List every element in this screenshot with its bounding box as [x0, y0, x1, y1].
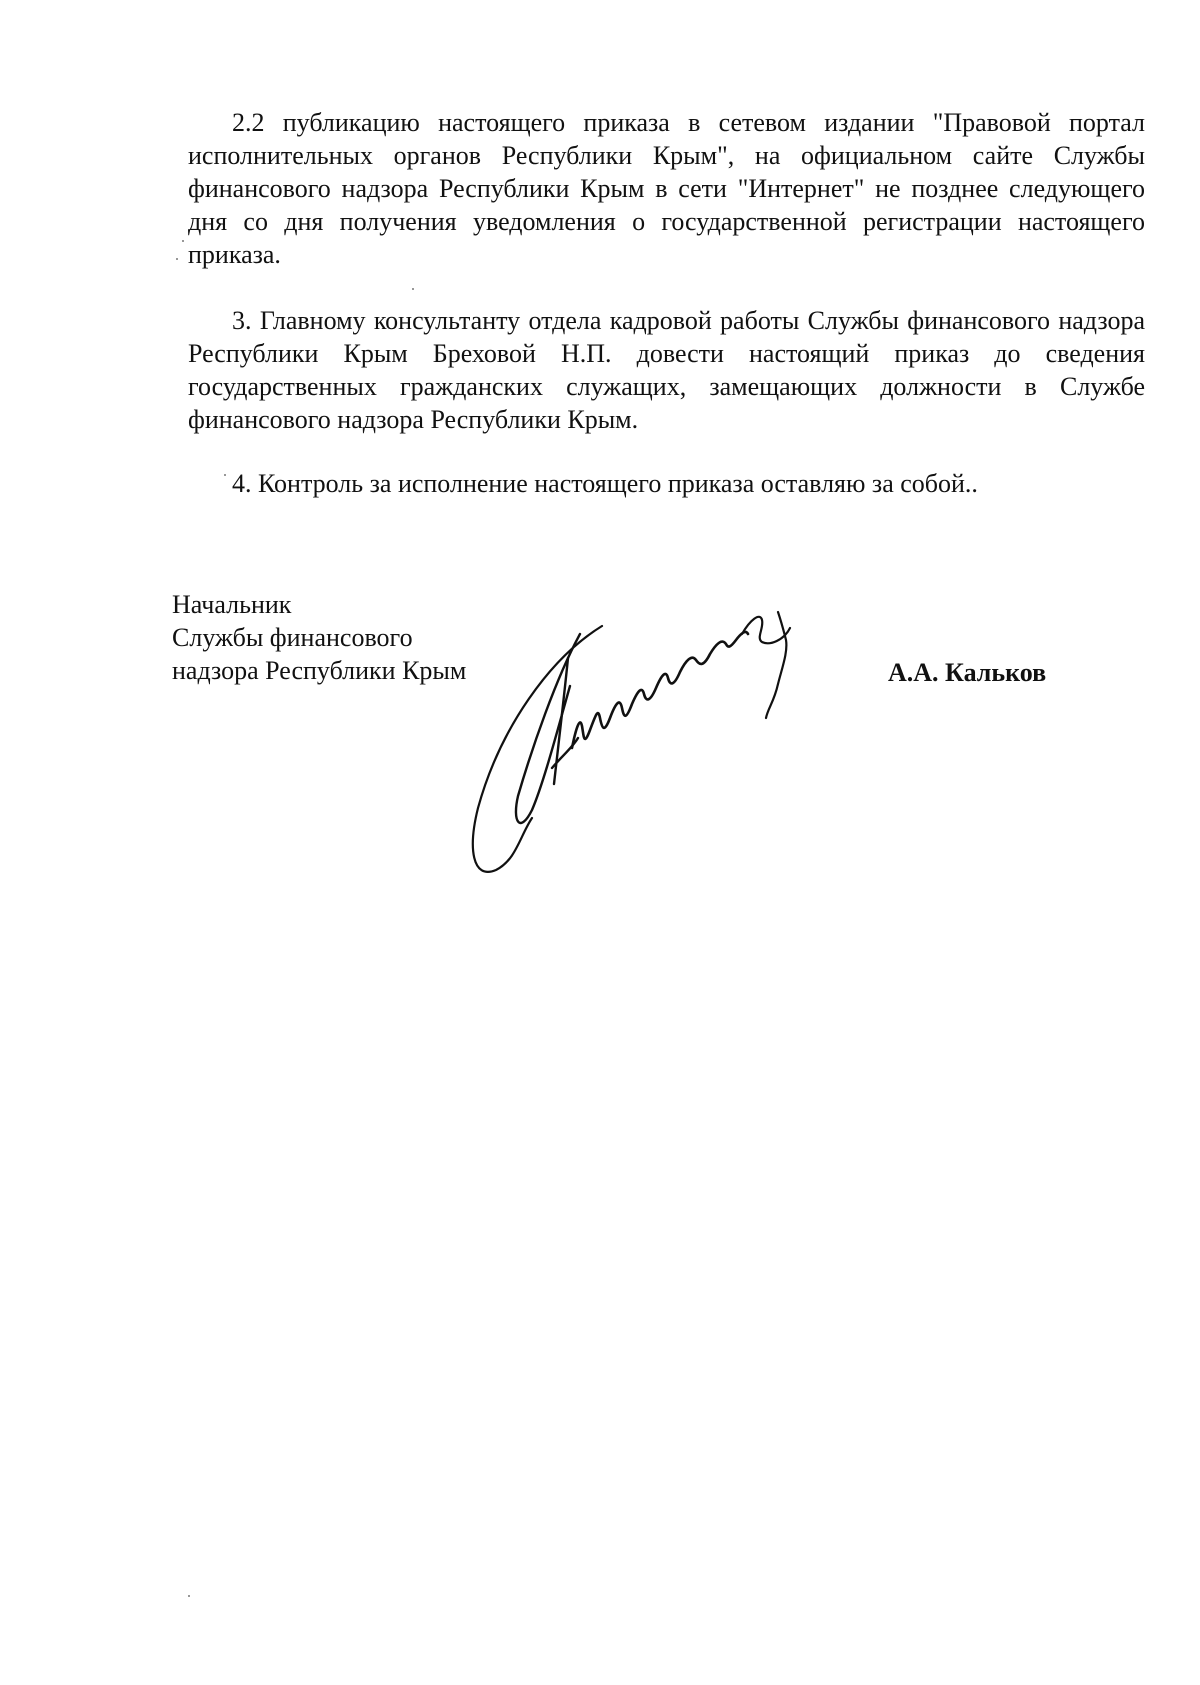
- position-line-1: Начальник: [172, 590, 292, 619]
- signature-graphic: [460, 598, 840, 898]
- position-line-2: Службы финансового: [172, 623, 413, 652]
- signature-tail-stroke: [742, 612, 790, 718]
- signature-inner-stroke: [516, 634, 580, 823]
- signatory-position: [172, 588, 466, 687]
- paragraph-3-text: 3. Главному консультанту отдела кадровой работы Службы финансового надзора Республики Крым Бреховой Н.П. довести настоящий приказ до сведения государственных гражданских служащих, замещающих должности в Службе финансового надзора Республики Крым.: [188, 306, 1145, 434]
- paragraph-2-2: [188, 106, 1145, 271]
- paragraph-4-text: 4. Контроль за исполнение настоящего приказа оставляю за собой..: [232, 469, 978, 498]
- signature-loop-stroke: [473, 626, 602, 872]
- scan-speck: [182, 240, 184, 242]
- scan-speck: [412, 288, 414, 290]
- scan-speck: [224, 474, 226, 476]
- signature-flourish-stroke: [552, 658, 578, 784]
- scan-speck: [188, 1595, 190, 1597]
- paragraph-4: [188, 467, 1145, 500]
- signer-name: А.А. Кальков: [888, 658, 1047, 687]
- scan-speck: [176, 258, 178, 260]
- handwritten-signature: [460, 598, 840, 898]
- position-line-3: надзора Республики Крым: [172, 656, 467, 685]
- paragraph-3: [188, 304, 1145, 436]
- signature-body-stroke: [572, 632, 748, 748]
- paragraph-2-2-text: 2.2 публикацию настоящего приказа в сетевом издании "Правовой портал исполнительных органов Республики Крым", на официальном сайте Службы финансового надзора Республики Крым в сети "Интернет" не позднее следующего дня со дня получения уведомления о государственной регистрации настоящего приказа.: [188, 108, 1145, 269]
